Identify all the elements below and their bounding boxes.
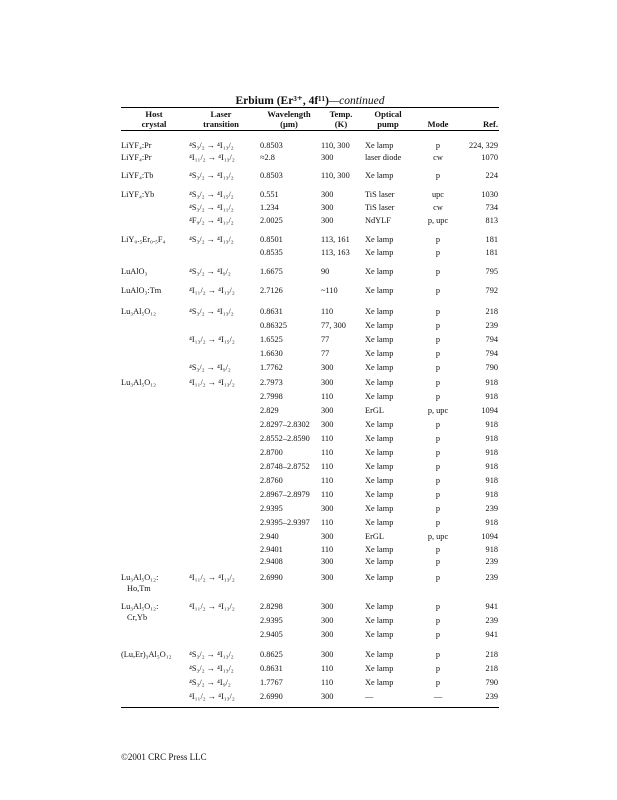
transition-cell: ⁴F₉/₂ → ⁴I₁₁/₂ [189, 216, 234, 225]
mode-cell: p [435, 616, 441, 625]
ref-cell: 1030 [481, 190, 498, 199]
pump-cell: NdYLF [365, 216, 391, 225]
pump-cell: Xe lamp [365, 573, 394, 582]
mode-cell: p [435, 392, 441, 401]
temperature-cell: 300 [321, 363, 334, 372]
ref-cell: 239 [485, 692, 498, 701]
ref-cell: 1094 [481, 406, 498, 415]
table-row [0, 447, 617, 459]
mode-cell: p [435, 518, 441, 527]
ref-cell: 794 [485, 349, 498, 358]
ref-cell: 1070 [481, 153, 498, 162]
wavelength-cell: 2.8760 [260, 476, 283, 485]
mode-cell: p, upc [427, 216, 449, 225]
mode-cell: p [435, 650, 441, 659]
wavelength-cell: 1.234 [260, 203, 279, 212]
table-row [0, 629, 617, 641]
table-row [0, 544, 617, 556]
host-cell: Lu₃Al₅O₁₂ [121, 307, 157, 316]
wavelength-cell: 2.6990 [260, 573, 283, 582]
ref-cell: 794 [485, 335, 498, 344]
wavelength-cell: 2.829 [260, 406, 279, 415]
table-row [0, 334, 617, 346]
transition-cell: ⁴I₁₁/₂ → ⁴I₁₃/₂ [189, 602, 235, 611]
transition-cell: ⁴S₃/₂ → ⁴I₁₁/₂ [189, 203, 234, 212]
mode-cell: p [435, 363, 441, 372]
ref-cell: 941 [485, 630, 498, 639]
mode-cell: p [435, 321, 441, 330]
temperature-cell: 300 [321, 602, 334, 611]
table-row [0, 691, 617, 703]
wavelength-cell: 0.8535 [260, 248, 283, 257]
ref-cell: 918 [485, 545, 498, 554]
temperature-cell: 110 [321, 476, 334, 485]
table-row [0, 215, 617, 227]
temperature-cell: 300 [321, 630, 334, 639]
wavelength-cell: 0.8501 [260, 235, 283, 244]
wavelength-cell: 2.7973 [260, 378, 283, 387]
title-main: Erbium (Er³⁺, 4f¹¹) [235, 95, 329, 107]
table-bottom-rule [121, 707, 499, 708]
ref-cell: 918 [485, 434, 498, 443]
wavelength-cell: 1.7762 [260, 363, 283, 372]
ref-cell: 918 [485, 476, 498, 485]
table-row [0, 247, 617, 259]
mode-cell: p [435, 573, 441, 582]
host-cell: LiYF₄:Tb [121, 171, 154, 180]
temperature-cell: 110, 300 [321, 171, 350, 180]
host-cell: LiY₀.₅Er₀.₅F₄ [121, 235, 166, 244]
table-row [0, 419, 617, 431]
table-row [0, 489, 617, 501]
table-row [0, 189, 617, 201]
wavelength-cell: 2.6990 [260, 692, 283, 701]
temperature-cell: 113, 163 [321, 248, 350, 257]
ref-cell: 941 [485, 602, 498, 611]
temperature-cell: 300 [321, 203, 334, 212]
title-continued: —continued [328, 95, 385, 107]
wavelength-cell: 0.86325 [260, 321, 287, 330]
host-cell: LiYF₄:Yb [121, 190, 155, 199]
host-cell: (Lu,Er)₃Al₅O₁₂ [121, 650, 172, 659]
mode-cell: p [435, 335, 441, 344]
pump-cell: Xe lamp [365, 448, 394, 457]
mode-cell: p [435, 235, 441, 244]
table-top-rule [121, 107, 499, 108]
ref-cell: 239 [485, 504, 498, 513]
ref-cell: 795 [485, 267, 498, 276]
ref-cell: 1094 [481, 532, 498, 541]
pump-cell: Xe lamp [365, 476, 394, 485]
temperature-cell: 110 [321, 448, 334, 457]
temperature-cell: 110 [321, 434, 334, 443]
wavelength-cell: 1.6630 [260, 349, 283, 358]
table-row [0, 266, 617, 278]
temperature-cell: 300 [321, 153, 334, 162]
mode-cell: p [435, 378, 441, 387]
mode-cell: p [435, 504, 441, 513]
transition-cell: ⁴S₃/₂ → ⁴I₉/₂ [189, 363, 231, 372]
mode-cell: p [435, 248, 441, 257]
ref-cell: 181 [485, 235, 498, 244]
table-row [0, 140, 617, 152]
header-transition: Laser transition [203, 109, 239, 129]
table-row [0, 475, 617, 487]
ref-cell: 790 [485, 363, 498, 372]
mode-cell: p [435, 490, 441, 499]
header-ref: Ref. [482, 119, 498, 129]
mode-cell: p [435, 462, 441, 471]
temperature-cell: 300 [321, 616, 334, 625]
ref-cell: 790 [485, 678, 498, 687]
table-row [0, 377, 617, 389]
header-host: Host crystal [141, 109, 167, 129]
table-row [0, 677, 617, 689]
ref-cell: 218 [485, 664, 498, 673]
mode-cell: p [435, 171, 441, 180]
header-optical-pump: Optical pump [374, 109, 402, 129]
ref-cell: 224 [485, 171, 498, 180]
pump-cell: Xe lamp [365, 378, 394, 387]
wavelength-cell: 2.9395–2.9397 [260, 518, 310, 527]
wavelength-cell: 2.7126 [260, 286, 283, 295]
temperature-cell: 77, 300 [321, 321, 346, 330]
temperature-cell: 110 [321, 545, 334, 554]
pump-cell: Xe lamp [365, 141, 394, 150]
ref-cell: 734 [485, 203, 498, 212]
wavelength-cell: 2.7998 [260, 392, 283, 401]
ref-cell: 218 [485, 650, 498, 659]
transition-cell: ⁴S₃/₂ → ⁴I₁₅/₂ [189, 190, 234, 199]
wavelength-cell: 2.9395 [260, 504, 283, 513]
ref-cell: 181 [485, 248, 498, 257]
mode-cell: cw [433, 153, 443, 162]
pump-cell: Xe lamp [365, 630, 394, 639]
ref-cell: 239 [485, 616, 498, 625]
pump-cell: Xe lamp [365, 171, 394, 180]
table-row [0, 461, 617, 473]
ref-cell: 239 [485, 321, 498, 330]
pump-cell: Xe lamp [365, 602, 394, 611]
host-cell: Lu₃Al₅O₁₂: Cr,Yb [121, 602, 159, 622]
host-cell-line2: Cr,Yb [127, 613, 148, 622]
host-cell: LuAlO₃:Tm [121, 286, 162, 295]
temperature-cell: 110 [321, 678, 334, 687]
wavelength-cell: 2.8967–2.8979 [260, 490, 310, 499]
ref-cell: 813 [485, 216, 498, 225]
wavelength-cell: 2.9395 [260, 616, 283, 625]
wavelength-cell: 1.7767 [260, 678, 283, 687]
header-temperature: Temp. (K) [329, 109, 353, 129]
ref-cell: 792 [485, 286, 498, 295]
mode-cell: upc [432, 190, 444, 199]
ref-cell: 918 [485, 448, 498, 457]
header-wavelength: Wavelength (μm) [267, 109, 311, 129]
wavelength-cell: 0.8625 [260, 650, 283, 659]
wavelength-cell: 2.940 [260, 532, 279, 541]
mode-cell: p [435, 420, 441, 429]
pump-cell: Xe lamp [365, 545, 394, 554]
host-cell-line2: Ho,Tm [127, 584, 151, 593]
mode-cell: p [435, 448, 441, 457]
transition-cell: ⁴I₁₁/₂ → ⁴I₁₃/₂ [189, 573, 235, 582]
host-cell: LiYF₄:Pr [121, 141, 152, 150]
pump-cell: laser diode [365, 153, 402, 162]
mode-cell: p [435, 678, 441, 687]
pump-cell: Xe lamp [365, 267, 394, 276]
mode-cell: p, upc [427, 406, 449, 415]
table-row [0, 663, 617, 675]
wavelength-cell: 0.551 [260, 190, 279, 199]
pump-cell: Xe lamp [365, 349, 394, 358]
table-row [0, 152, 617, 164]
mode-cell: p [435, 602, 441, 611]
temperature-cell: 300 [321, 190, 334, 199]
pump-cell: Xe lamp [365, 616, 394, 625]
ref-cell: 224, 329 [468, 141, 498, 150]
temperature-cell: 110 [321, 664, 334, 673]
wavelength-cell: 0.8503 [260, 171, 283, 180]
transition-cell: ⁴I₁₁/₂ → ⁴I₁₃/₂ [189, 153, 235, 162]
pump-cell: Xe lamp [365, 504, 394, 513]
pump-cell: Xe lamp [365, 434, 394, 443]
table-row [0, 531, 617, 543]
temperature-cell: 90 [321, 267, 330, 276]
ref-cell: 918 [485, 420, 498, 429]
temperature-cell: 300 [321, 420, 334, 429]
wavelength-cell: 2.8748–2.8752 [260, 462, 310, 471]
table-row [0, 285, 617, 297]
table-row [0, 391, 617, 403]
wavelength-cell: 1.6675 [260, 267, 283, 276]
table-row [0, 234, 617, 246]
host-cell: LiYF₄:Pr [121, 153, 152, 162]
table-row [0, 306, 617, 318]
transition-cell: ⁴S₃/₂ → ⁴I₁₃/₂ [189, 171, 234, 180]
transition-cell: ⁴S₃/₂ → ⁴I₉/₂ [189, 267, 231, 276]
ref-cell: 918 [485, 462, 498, 471]
temperature-cell: 300 [321, 532, 334, 541]
wavelength-cell: ≈2.8 [260, 153, 275, 162]
wavelength-cell: 0.8503 [260, 141, 283, 150]
ref-cell: 218 [485, 307, 498, 316]
pump-cell: TiS laser [365, 190, 395, 199]
table-row [0, 202, 617, 214]
temperature-cell: 300 [321, 650, 334, 659]
host-cell: Lu₃Al₅O₁₂: Ho,Tm [121, 573, 159, 593]
table-row [0, 362, 617, 374]
ref-cell: 918 [485, 378, 498, 387]
wavelength-cell: 1.6525 [260, 335, 283, 344]
pump-cell: Xe lamp [365, 420, 394, 429]
ref-cell: 918 [485, 518, 498, 527]
transition-cell: ⁴S₃/₂ → ⁴I₁₃/₂ [189, 650, 234, 659]
temperature-cell: 300 [321, 504, 334, 513]
mode-cell: p [435, 545, 441, 554]
mode-cell: — [433, 692, 443, 701]
temperature-cell: 77 [321, 335, 330, 344]
transition-cell: ⁴I₁₁/₂ → ⁴I₁₃/₂ [189, 286, 235, 295]
pump-cell: Xe lamp [365, 557, 394, 566]
table-row [0, 517, 617, 529]
mode-cell: p [435, 286, 441, 295]
mode-cell: p, upc [427, 532, 449, 541]
mode-cell: p [435, 141, 441, 150]
pump-cell: Xe lamp [365, 363, 394, 372]
temperature-cell: 300 [321, 692, 334, 701]
table-row [0, 503, 617, 515]
pump-cell: ErGL [365, 406, 384, 415]
ref-cell: 239 [485, 573, 498, 582]
transition-cell: ⁴I₁₁/₂ → ⁴I₁₃/₂ [189, 692, 235, 701]
wavelength-cell: 2.0025 [260, 216, 283, 225]
temperature-cell: 300 [321, 406, 334, 415]
host-cell: Lu₃Al₅O₁₂ [121, 378, 157, 387]
header-mode: Mode [427, 119, 449, 129]
wavelength-cell: 2.8297–2.8302 [260, 420, 310, 429]
header-rule [121, 130, 499, 131]
pump-cell: Xe lamp [365, 248, 394, 257]
wavelength-cell: 0.8631 [260, 664, 283, 673]
wavelength-cell: 2.9405 [260, 630, 283, 639]
table-row [0, 170, 617, 182]
transition-cell: ⁴S₃/₂ → ⁴I₁₃/₂ [189, 235, 234, 244]
table-row [0, 348, 617, 360]
pump-cell: Xe lamp [365, 678, 394, 687]
temperature-cell: 110 [321, 490, 334, 499]
wavelength-cell: 2.8552–2.8590 [260, 434, 310, 443]
temperature-cell: 300 [321, 216, 334, 225]
temperature-cell: ~110 [321, 286, 338, 295]
ref-cell: 239 [485, 557, 498, 566]
pump-cell: TiS laser [365, 203, 395, 212]
temperature-cell: 110 [321, 462, 334, 471]
mode-cell: p [435, 307, 441, 316]
pump-cell: Xe lamp [365, 286, 394, 295]
mode-cell: p [435, 476, 441, 485]
transition-cell: ⁴S₃/₂ → ⁴I₁₃/₂ [189, 664, 234, 673]
table-row [0, 572, 617, 593]
temperature-cell: 77 [321, 349, 330, 358]
temperature-cell: 300 [321, 378, 334, 387]
table-row [0, 405, 617, 417]
pump-cell: Xe lamp [365, 321, 394, 330]
temperature-cell: 110, 300 [321, 141, 350, 150]
mode-cell: p [435, 267, 441, 276]
temperature-cell: 110 [321, 307, 334, 316]
wavelength-cell: 2.8298 [260, 602, 283, 611]
pump-cell: Xe lamp [365, 462, 394, 471]
table-row [0, 433, 617, 445]
wavelength-cell: 2.9408 [260, 557, 283, 566]
ref-cell: 918 [485, 392, 498, 401]
wavelength-cell: 2.8700 [260, 448, 283, 457]
pump-cell: Xe lamp [365, 664, 394, 673]
table-row [0, 649, 617, 661]
mode-cell: p [435, 434, 441, 443]
mode-cell: cw [433, 203, 443, 212]
copyright-footer: ©2001 CRC Press LLC [121, 752, 207, 762]
table-row [0, 556, 617, 568]
pump-cell: Xe lamp [365, 307, 394, 316]
pump-cell: Xe lamp [365, 650, 394, 659]
transition-cell: ⁴S₃/₂ → ⁴I₁₃/₂ [189, 141, 234, 150]
mode-cell: p [435, 349, 441, 358]
table-row [0, 320, 617, 332]
mode-cell: p [435, 664, 441, 673]
transition-cell: ⁴I₁₃/₂ → ⁴I₁₅/₂ [189, 335, 235, 344]
page-title [121, 93, 499, 107]
transition-cell: ⁴S₃/₂ → ⁴I₉/₂ [189, 678, 231, 687]
pump-cell: Xe lamp [365, 235, 394, 244]
temperature-cell: 300 [321, 573, 334, 582]
mode-cell: p [435, 630, 441, 639]
table-row [0, 615, 617, 627]
pump-cell: Xe lamp [365, 490, 394, 499]
pump-cell: — [365, 692, 374, 701]
ref-cell: 918 [485, 490, 498, 499]
temperature-cell: 300 [321, 557, 334, 566]
wavelength-cell: 2.9401 [260, 545, 283, 554]
host-cell: LuAlO₃ [121, 267, 148, 276]
transition-cell: ⁴S₃/₂ → ⁴I₁₃/₂ [189, 307, 234, 316]
wavelength-cell: 0.8631 [260, 307, 283, 316]
transition-cell: ⁴I₁₁/₂ → ⁴I₁₃/₂ [189, 378, 235, 387]
pump-cell: ErGL [365, 532, 384, 541]
pump-cell: Xe lamp [365, 518, 394, 527]
pump-cell: Xe lamp [365, 392, 394, 401]
temperature-cell: 110 [321, 392, 334, 401]
pump-cell: Xe lamp [365, 335, 394, 344]
temperature-cell: 113, 161 [321, 235, 350, 244]
temperature-cell: 110 [321, 518, 334, 527]
mode-cell: p [435, 557, 441, 566]
